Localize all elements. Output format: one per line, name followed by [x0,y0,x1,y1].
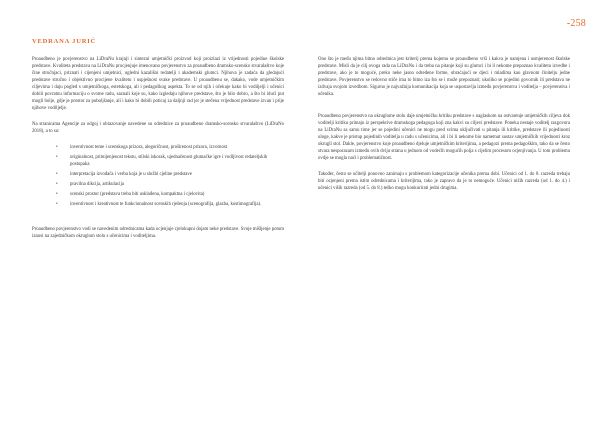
right-paragraph-2: Proaudbeno povjerenstvo na okruglome stolu daje umjetničku kritiku predstave s naglaskom na ostvarenje umjetničkih ciljeva dok voditelji kritiku primaju iz perspektive dramskoga pedagoga koji zna kakvi su ciljevi predstave. Poneka nestaje voditelj razgovora na LiDraNu sa samo time jer se pojedini učenici ne mogu pred svima uključivati u pitanja ili kritike, predstave ili pojedinosti uloge, kakve je pristup pojedinih voditelja u radu s učenicima, ali i bi li nekome bio nametnut sustav umjetničkih vrijednosti kroz okrugli stol. Dakle, povjerenstvo koje proaudbeno djeluje umjetničkim kriterijima, a pedagozi prema pedagoškim, tako da se često stvara nesporazum između ovih dviju strana u jednom od vodećih mogućih polja s cijelim procesom ocjenjivanja. U tom problemu ovdje se mogla naći i problematičnost. [318,114,570,161]
list-item: • scenski prostor (predstava treba biti usklađena, kompaktna i cjelovita) [56,191,284,198]
list-item: • pravilna dikcija, artikulacija [56,181,284,188]
list-item: • interpretacija izvođača i verba koja je u službi cjeline predstave [56,171,284,178]
left-column [32,56,284,249]
right-paragraph-3: Također, često se učitelji ponovno zanimaju s problemom kategorizacije učenika prema dobi. Učenici od 1. do 8. razreda trebaju biti ocjenjeni prema istim odrednicama i kriterijima, tako je zapravo da je to nemoguće. Učenici nižih razreda (od 1. do 4.) i učenici viših razreda (od 5. do 8.) teško mogu konkurirati jedni drugima. [318,172,570,191]
page-number: -258 [566,18,586,29]
left-paragraph-1: Proaudbeno je povjerenstvo na LiDraNu krajnji i sintezni umjetnički proizvod koji proizlazi iz vrijednosti pojedine školske predstave. Kvaliteta predstava na LiDraNu procjenjuje imenovano povjerenstvo za proaudbeno dramsko-scensko stvaralaštvo koje čine stručnjaci, priznati i cijenjeni umjetnici, ugledni kazališni redatelji i akademski glumci. Njihova je zadaća da gledajući predstave stručno i objektivno procijene kvalitetu i uspješnost svake predstave. U proaudbenu se, dakako, vode umjetničkim ciljevima i daju pogled s umjetničkoga, estetskoga, ali i pedagoškog aspekta. To se od njih i očekuje kako bi vodiljelji i učenici dobili povratnu informaciju o svome radu, saznali koje su, kako izgledaju njihove predstave, što je bilo dobro, a što bi idući put mogli bolje, gdje je prostor za poboljšanje, ali i kako bi dobili poticaj za daljnji rad jer je stečena vrijednost predstave izvan i prije njihove vodiljelje. [32,57,284,111]
list-item: • inventivnost i kreativnost te funkcionalnost scenskih rješenja (scenografija, glazba, kostimografija). [56,201,284,208]
right-column [318,56,570,201]
author-name: VEDRANA JURIĆ [32,38,97,45]
criteria-list [32,144,284,208]
left-paragraph-3: Proaudbeno povjerenstvo vodi se navedenim odrednicama kada ocjenjuje cjelokupni dojam neke predstave. Svoje mišljenje potom iznosi na zajedničkom okruglom stolu s učenicima i voditeljima. [32,227,284,239]
list-item: • inventivnost teme i scenskoga prizora, alegoričnost, proširenost prizora, izvornost [56,144,284,151]
page-number-value: 258 [570,18,586,29]
right-paragraph-1: Ono što je među njima bitno odrednica jest kriterij prema kojemu se proaudbeno vrši i kakva je namjena i usmjerenost školske predstave. Misli da je cilj ovoga rada na LiDraNu i da treba na pitanje koji su glumci i bi li nekome prepoznao kvalitetu izvedbe i predstave, ako je to moguće, preko neke jasno određene forme, obraćajući se djeci i mladima kao glavnom činitelju jedne predstave. Povjerenstvo se redovno stiče ima to bitno iza što se i može prepoznati; ukoliko se pojedini govornik ili predstava ne izdvaja svojom izvedbom. Sigurno je najvažnija komunikacija koja se uspostavlja između povjerenstva i voditelja – povjerenstva i učenika. [318,57,570,97]
list-item: • originalnost, primijenjenost tekstu, stilski iskorak, ujednačenost glumačke igre i vodljivost redateljskih postupaka [56,154,284,168]
left-paragraph-2: Na stranicama Agencije za odgoj i obrazovanje navedene su odrednice za proaudbeno dramsko-scensko stvaralaštvo (LiDraNo 2018), a to su: [32,122,284,134]
